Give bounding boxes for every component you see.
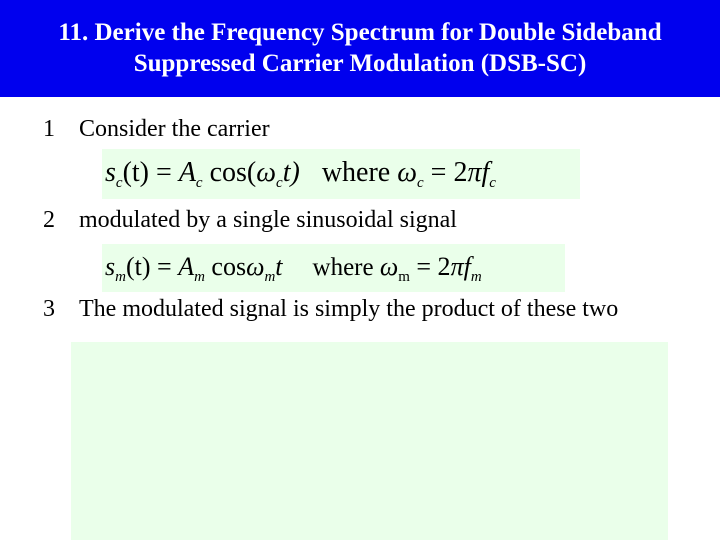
eq-function: cos(: [202, 157, 257, 188]
eq-pi: π: [467, 157, 482, 188]
modulating-equation: [102, 244, 565, 292]
bullet-item-2: [43, 207, 457, 234]
bullet-item-1: [43, 116, 270, 143]
eq-amplitude: A: [178, 157, 196, 188]
eq-subscript: m: [470, 269, 482, 285]
eq-omega: ω: [379, 252, 399, 281]
eq-amplitude: A: [178, 252, 195, 281]
eq-argument: (t): [122, 157, 150, 188]
bullet-text: The modulated signal is simply the product of these two: [79, 296, 619, 322]
carrier-equation: [102, 149, 580, 199]
bullet-number: 2: [43, 207, 55, 233]
eq-time: t: [275, 252, 283, 281]
eq-omega: ω: [397, 157, 417, 188]
title-line-2: Suppressed Carrier Modulation (DSB-SC): [133, 50, 587, 77]
eq-symbol: s: [105, 252, 116, 281]
eq-omega: ω: [246, 252, 265, 281]
eq-subscript: c: [489, 175, 496, 191]
eq-argument: (t): [125, 252, 151, 281]
eq-time: t): [282, 157, 300, 188]
eq-subscript: c: [195, 175, 203, 191]
eq-subscript: m: [194, 269, 205, 285]
slide-title: [0, 0, 720, 97]
bullet-number: 3: [43, 296, 55, 322]
eq-subscript: m: [264, 269, 276, 285]
eq-frequency: f: [481, 157, 490, 188]
eq-equals: =: [150, 252, 179, 281]
eq-subscript: c: [276, 175, 283, 191]
eq-function: cos: [204, 252, 247, 281]
eq-omega: ω: [256, 157, 277, 188]
title-line-1: 11. Derive the Frequency Spectrum for Double Sideband: [58, 19, 662, 46]
bullet-number: 1: [43, 116, 55, 142]
eq-pi: π: [450, 252, 464, 281]
eq-subscript: c: [417, 175, 424, 191]
eq-symbol: s: [105, 157, 116, 188]
eq-equals: = 2: [423, 157, 468, 188]
eq-where: where: [312, 254, 380, 281]
bullet-text: modulated by a single sinusoidal signal: [79, 207, 457, 233]
eq-subscript: m: [398, 269, 410, 285]
bullet-item-3: [43, 296, 618, 323]
eq-frequency: f: [463, 252, 471, 281]
eq-equals: = 2: [409, 252, 451, 281]
bullet-text: Consider the carrier: [79, 116, 270, 142]
eq-equals: =: [149, 157, 179, 188]
product-equation-box: [71, 342, 668, 540]
eq-where: where: [321, 157, 398, 188]
eq-subscript: c: [115, 175, 123, 191]
eq-subscript: m: [115, 269, 126, 285]
